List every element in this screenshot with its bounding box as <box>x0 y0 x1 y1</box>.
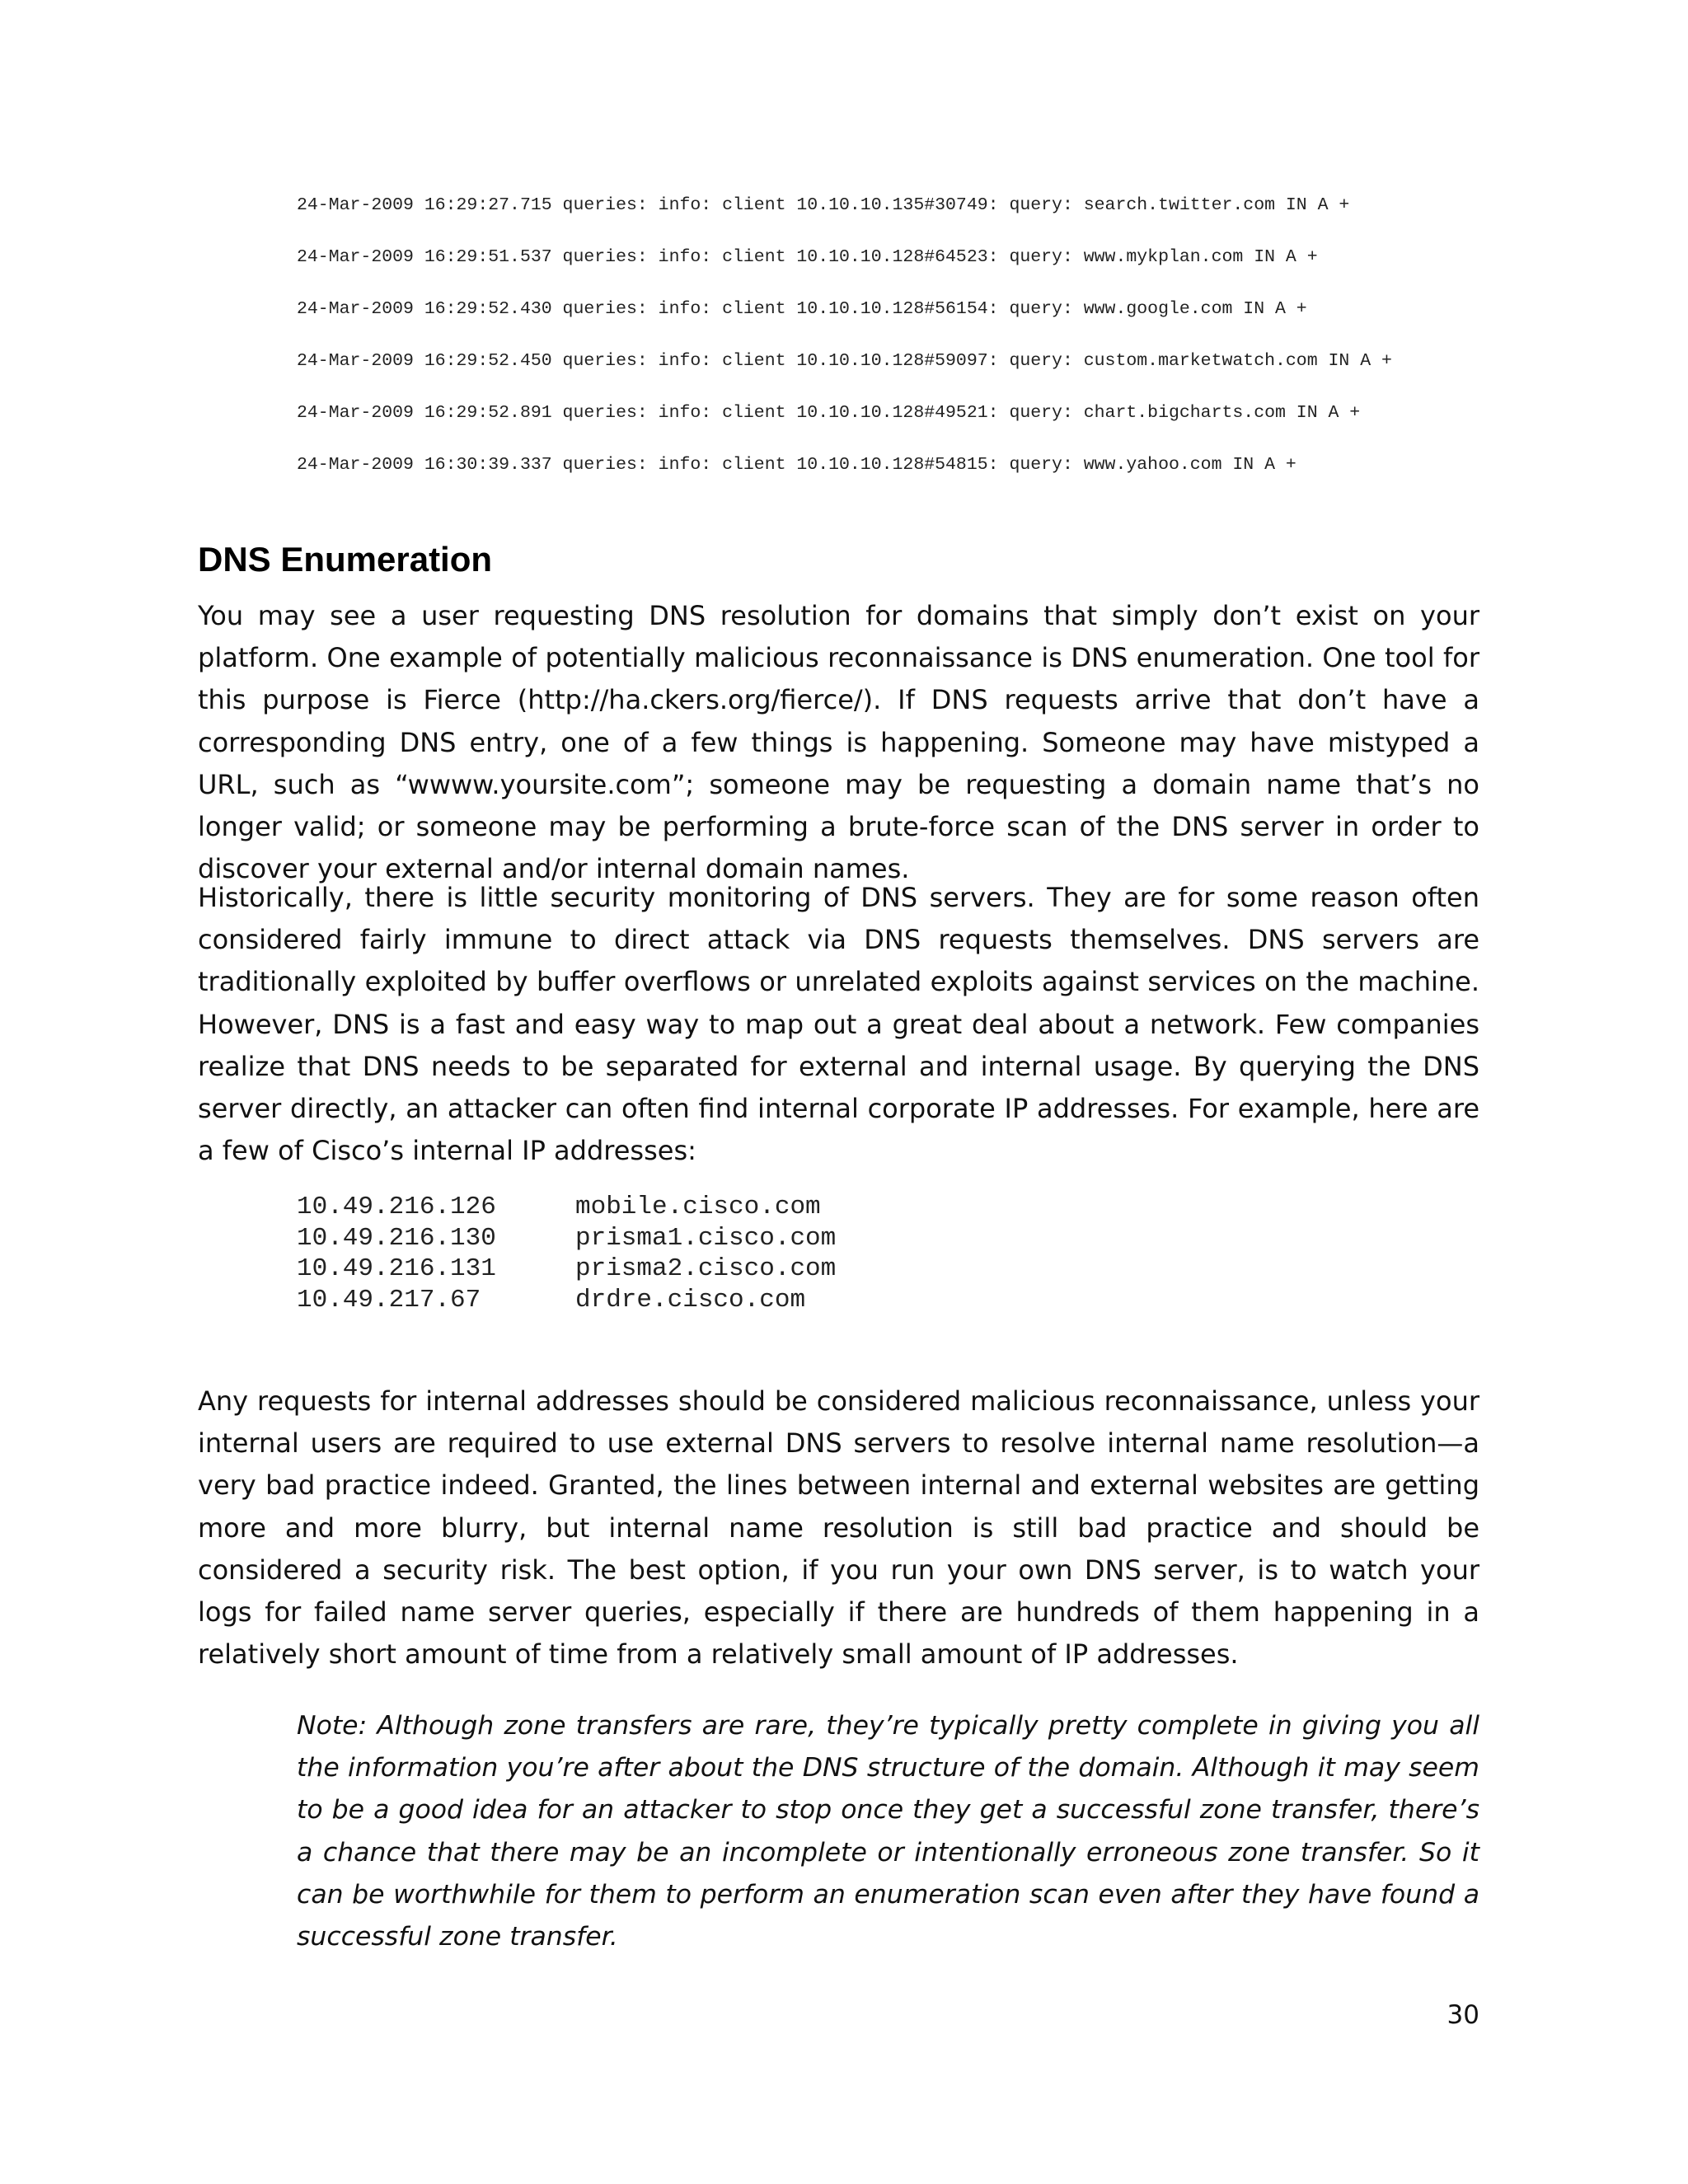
hostname: prisma1.cisco.com <box>575 1223 837 1253</box>
hostname: mobile.cisco.com <box>575 1193 821 1221</box>
ip-address: 10.49.216.131 <box>297 1254 496 1283</box>
page-number: 30 <box>1447 2000 1479 2030</box>
internal-ip-table <box>297 1192 836 1315</box>
table-row <box>297 1192 836 1223</box>
hostname: drdre.cisco.com <box>575 1285 806 1315</box>
ip-address: 10.49.217.67 <box>297 1285 481 1315</box>
log-line: 24-Mar-2009 16:29:52.450 queries: info: client 10.10.10.128#59097: query: custom.marketwatch.com IN A + <box>297 351 1392 371</box>
zone-transfer-note: Note: Although zone transfers are rare, they’re typically pretty complete in giving you all the information you’re after about the DNS structure of the domain. Although it may seem to be a good idea for an attacker to stop once they get a successful zone transfer, there’s a chance that there may be an incomplete or intentionally erroneous zone transfer. So it can be worthwhile for them to perform an enumeration scan even after they have found a successful zone transfer. <box>297 1711 1479 1952</box>
log-line: 24-Mar-2009 16:29:52.430 queries: info: client 10.10.10.128#56154: query: www.google.com IN A + <box>297 299 1307 319</box>
log-line: 24-Mar-2009 16:29:52.891 queries: info: client 10.10.10.128#49521: query: chart.bigcharts.com IN A + <box>297 403 1361 423</box>
section-heading: DNS Enumeration <box>198 540 493 579</box>
paragraph-dns-enumeration-intro: You may see a user requesting DNS resolution for domains that simply don’t exist on your platform. One example of potentially malicious reconnaissance is DNS enumeration. One tool for this purpose is Fierce (http://ha.ckers.org/fierce/). If DNS requests arrive that don’t have a corresponding DNS entry, one of a few things is happening. Someone may have mistyped a URL, such as “wwww.yoursite.com”; someone may be requesting a domain name that’s no longer valid; or someone may be performing a brute-force scan of the DNS server in order to discover your external and/or internal domain names. <box>198 600 1479 885</box>
ip-address: 10.49.216.126 <box>297 1193 496 1221</box>
paragraph-internal-requests: Any requests for internal addresses should be considered malicious reconnaissance, unless your internal users are required to use external DNS servers to resolve internal name resolution—a very bad practice indeed. Granted, the lines between internal and external websites are getting more and more blurry, but internal name resolution is still bad practice and should be considered a security risk. The best option, if you run your own DNS server, is to watch your logs for failed name server queries, especially if there are hundreds of them happening in a relatively short amount of time from a relatively small amount of IP addresses. <box>198 1385 1479 1671</box>
paragraph-dns-monitoring: Historically, there is little security monitoring of DNS servers. They are for some reason often considered fairly immune to direct attack via DNS requests themselves. DNS servers are traditionally exploited by buffer overflows or unrelated exploits against services on the machine. However, DNS is a fast and easy way to map out a great deal about a network. Few companies realize that DNS needs to be separated for external and internal usage. By querying the DNS server directly, an attacker can often find internal corporate IP addresses. For example, here are a few of Cisco’s internal IP addresses: <box>198 882 1479 1167</box>
table-row <box>297 1285 836 1316</box>
hostname: prisma2.cisco.com <box>575 1254 837 1283</box>
log-line: 24-Mar-2009 16:29:27.715 queries: info: client 10.10.10.135#30749: query: search.twitter.com IN A + <box>297 195 1350 215</box>
table-row <box>297 1254 836 1285</box>
table-row <box>297 1223 836 1254</box>
dns-query-log <box>297 194 1500 476</box>
log-line: 24-Mar-2009 16:29:51.537 queries: info: client 10.10.10.128#64523: query: www.mykplan.com IN A + <box>297 247 1318 267</box>
log-line: 24-Mar-2009 16:30:39.337 queries: info: client 10.10.10.128#54815: query: www.yahoo.com IN A + <box>297 455 1296 475</box>
ip-address: 10.49.216.130 <box>297 1223 496 1253</box>
